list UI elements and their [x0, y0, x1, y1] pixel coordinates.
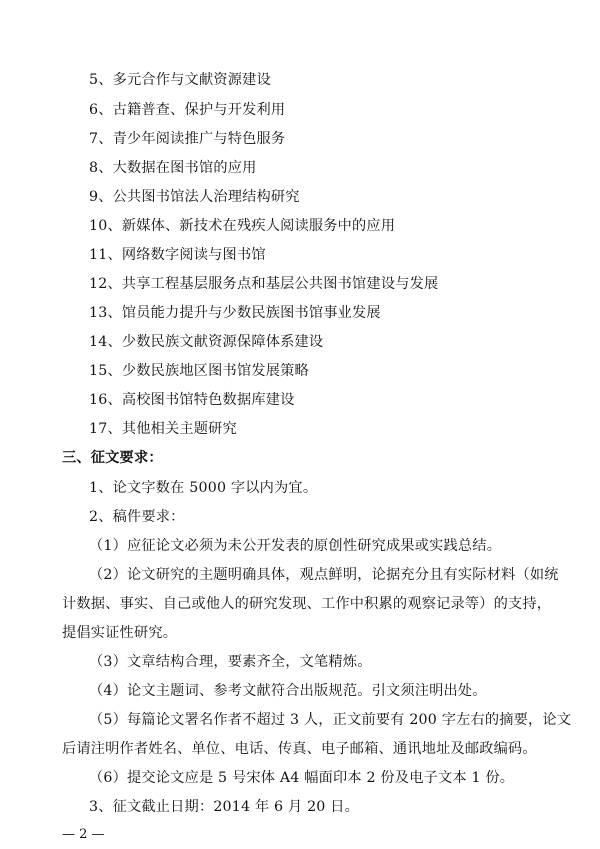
requirement-subitem: （5）每篇论文署名作者不超过 3 人，正文前要有 200 字左右的摘要，论文 — [89, 712, 572, 728]
topic-item: 5、多元合作与文献资源建设 — [89, 72, 271, 88]
topic-item: 11、网络数字阅读与图书馆 — [89, 247, 266, 263]
topic-item: 17、其他相关主题研究 — [89, 421, 237, 437]
topic-item: 8、大数据在图书馆的应用 — [89, 160, 257, 176]
requirement-item: 3、征文截止日期：2014 年 6 月 20 日。 — [89, 799, 360, 815]
requirement-subitem: （3）文章结构合理，要素齐全，文笔精炼。 — [89, 654, 372, 670]
topic-item: 7、青少年阅读推广与特色服务 — [89, 131, 286, 147]
topic-item: 15、少数民族地区图书馆发展策略 — [89, 363, 309, 379]
requirement-subitem: （2）论文研究的主题明确具体，观点鲜明，论据充分且有实际材料（如统 — [89, 567, 559, 583]
requirement-subitem: （4）论文主题词、参考文献符合出版规范。引文须注明出处。 — [89, 683, 487, 699]
requirement-subitem-continued: 提倡实证性研究。 — [62, 625, 178, 641]
requirement-subitem-continued: 计数据、事实、自己或他人的研究发现、工作中积累的观察记录等）的支持， — [62, 596, 552, 612]
section-heading: 三、征文要求： — [62, 450, 163, 466]
topic-item: 9、公共图书馆法人治理结构研究 — [89, 189, 300, 205]
topic-item: 10、新媒体、新技术在残疾人阅读服务中的应用 — [89, 218, 396, 234]
topic-item: 6、古籍普查、保护与开发利用 — [89, 102, 286, 118]
topic-item: 13、馆员能力提升与少数民族图书馆事业发展 — [89, 305, 381, 321]
requirement-subitem: （6）提交论文应是 5 号宋体 A4 幅面印本 2 份及电子文本 1 份。 — [89, 770, 515, 786]
requirement-item: 1、论文字数在 5000 字以内为宜。 — [89, 480, 318, 496]
topic-item: 16、高校图书馆特色数据库建设 — [89, 392, 295, 408]
requirement-item: 2、稿件要求： — [89, 509, 185, 525]
requirement-subitem: （1）应征论文必须为未公开发表的原创性研究成果或实践总结。 — [89, 538, 502, 554]
page-number: — 2 — — [62, 827, 105, 842]
topic-item: 12、共享工程基层服务点和基层公共图书馆建设与发展 — [89, 276, 439, 292]
topic-item: 14、少数民族文献资源保障体系建设 — [89, 334, 324, 350]
requirement-subitem-continued: 后请注明作者姓名、单位、电话、传真、电子邮箱、通讯地址及邮政编码。 — [62, 741, 537, 757]
